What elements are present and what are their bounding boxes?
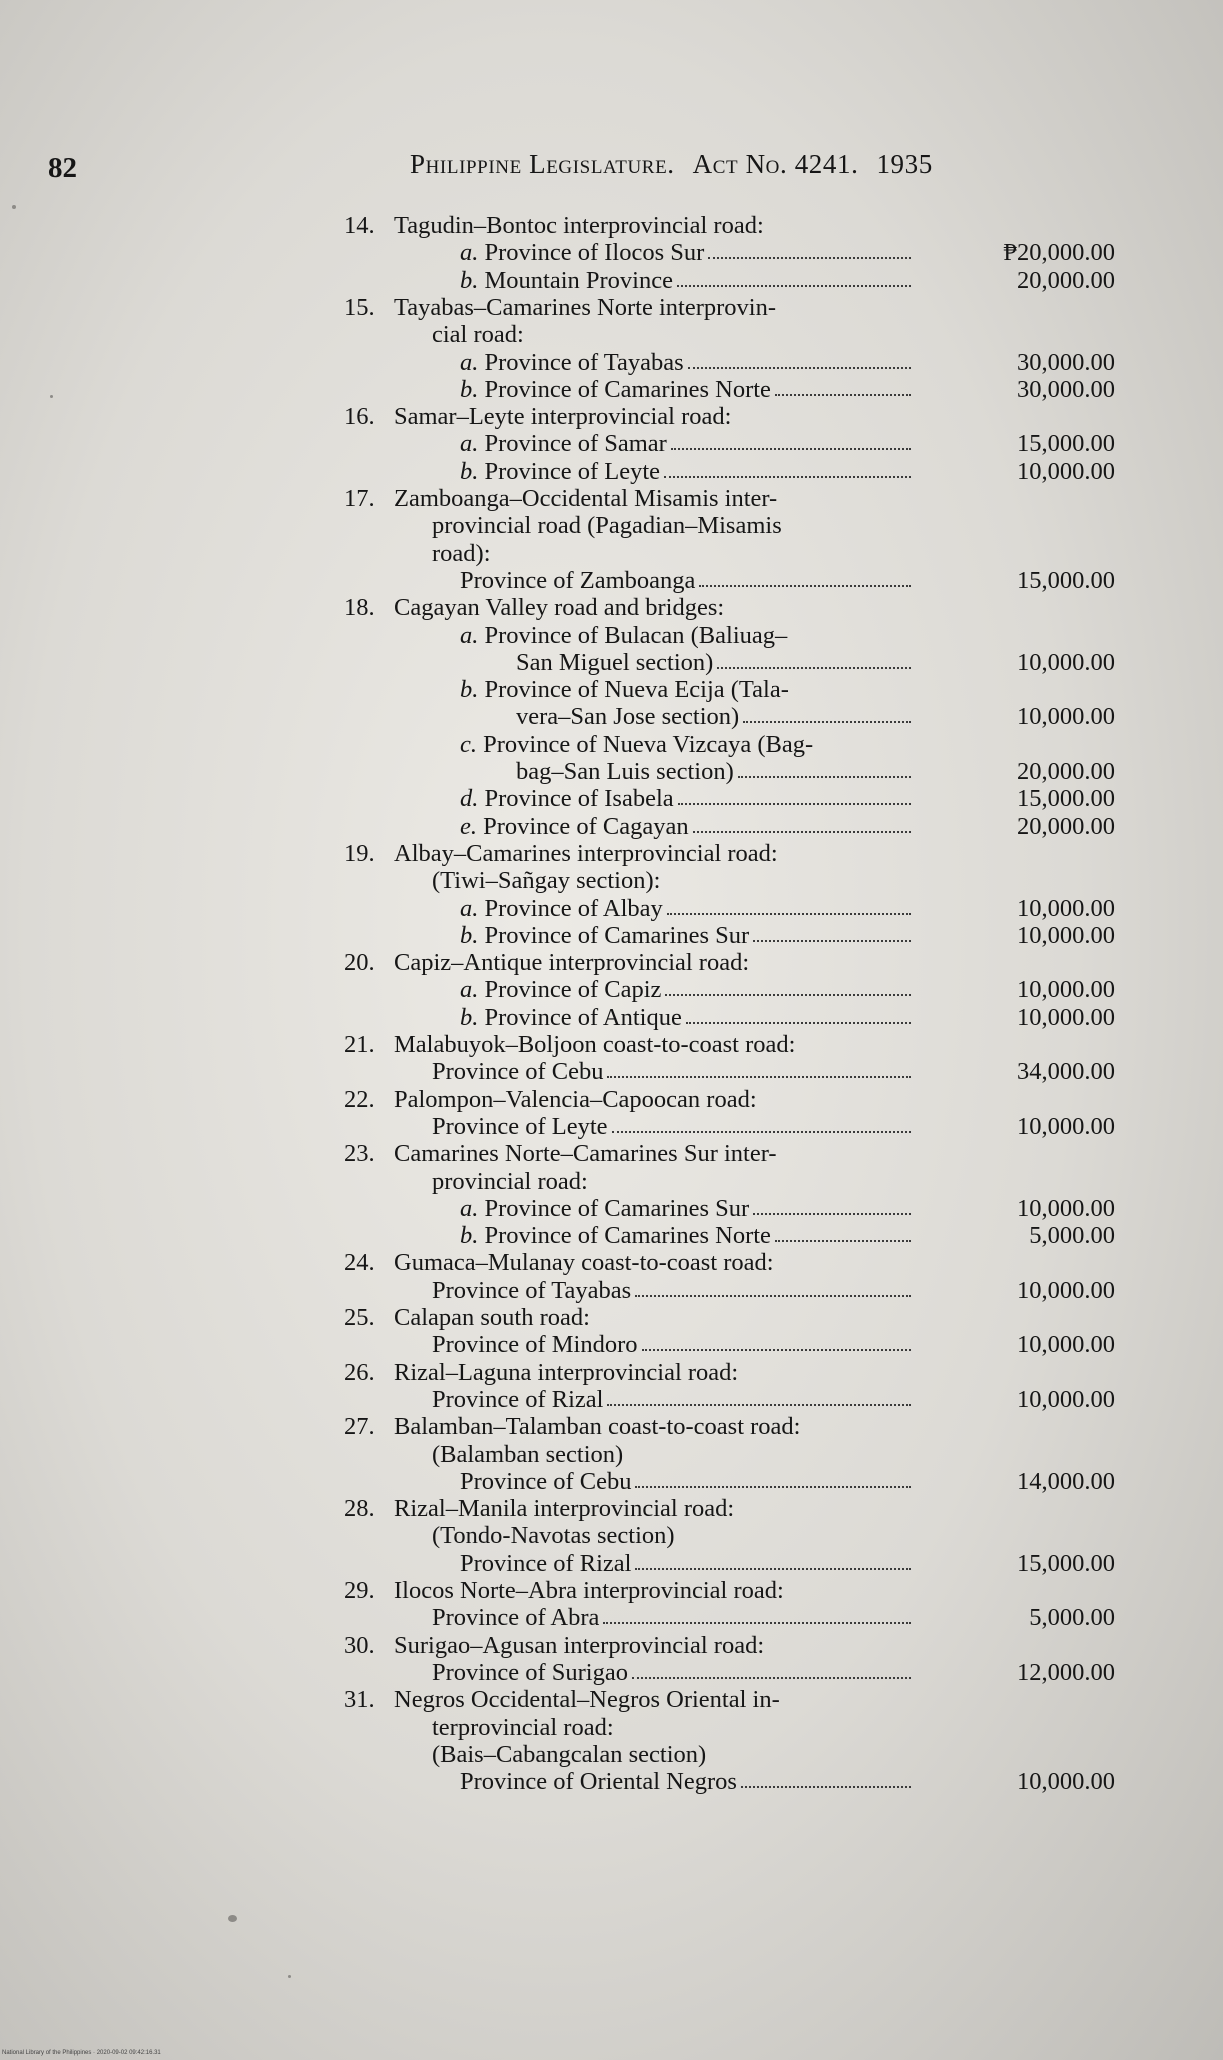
amount: 12,000.00 — [1017, 1659, 1115, 1686]
item-number: 23. — [344, 1140, 375, 1167]
dot-leader — [632, 1677, 911, 1679]
dot-leader — [603, 1622, 911, 1624]
item-heading — [344, 1249, 774, 1276]
item-number: 31. — [344, 1686, 375, 1713]
dot-leader — [635, 1295, 911, 1297]
amount: 10,000.00 — [1017, 703, 1115, 730]
continuation-line — [432, 1441, 623, 1468]
amount: 10,000.00 — [1017, 1195, 1115, 1222]
amount: 5,000.00 — [1029, 1222, 1115, 1249]
amount: 10,000.00 — [1017, 1386, 1115, 1413]
line-text: vera–San Jose section) — [516, 703, 740, 730]
dot-leader — [612, 1131, 911, 1133]
subitem-letter: a. — [460, 1195, 479, 1222]
item-title: Camarines Norte–Camarines Sur inter- — [394, 1140, 777, 1167]
amount: ₱20,000.00 — [1003, 239, 1115, 266]
line-text: Province of Nueva Ecija (Tala- — [484, 676, 789, 703]
line-text: Province of Bulacan (Baliuag– — [484, 622, 788, 649]
speck-mark — [228, 1915, 237, 1922]
amount: 10,000.00 — [1017, 1004, 1115, 1031]
province-line — [460, 1195, 913, 1222]
dot-leader — [699, 585, 911, 587]
line-text: Province of Antique — [484, 1004, 682, 1031]
province-line — [460, 1222, 913, 1249]
item-number: 18. — [344, 594, 375, 621]
line-text: Province of Surigao — [432, 1659, 628, 1686]
item-heading — [344, 1304, 590, 1331]
province-line — [460, 1768, 913, 1795]
item-title: Surigao–Agusan interprovincial road: — [394, 1632, 765, 1659]
item-title: Tayabas–Camarines Norte interprovin- — [394, 294, 776, 321]
amount: 10,000.00 — [1017, 1277, 1115, 1304]
province-line — [432, 1113, 913, 1140]
item-heading — [344, 1632, 764, 1659]
dot-leader — [775, 394, 911, 396]
line-text: Province of Cagayan — [483, 813, 689, 840]
line-text: Province of Leyte — [484, 458, 661, 485]
line-text: Province of Samar — [484, 430, 667, 457]
province-line — [460, 813, 913, 840]
subitem-letter: a. — [460, 430, 479, 457]
amount: 10,000.00 — [1017, 895, 1115, 922]
item-heading — [344, 1359, 738, 1386]
item-heading — [344, 1140, 777, 1167]
item-heading — [344, 485, 777, 512]
province-line — [460, 1468, 913, 1495]
province-line — [460, 1550, 913, 1577]
item-number: 21. — [344, 1031, 375, 1058]
line-text: Province of Mindoro — [432, 1331, 638, 1358]
line-text: Province of Nueva Vizcaya (Bag- — [483, 731, 814, 758]
continuation-line — [432, 1168, 588, 1195]
speck-mark — [12, 205, 16, 209]
item-heading — [344, 949, 749, 976]
item-heading — [344, 1495, 734, 1522]
line-text: Province of Albay — [484, 895, 663, 922]
item-number: 17. — [344, 485, 375, 512]
subitem-letter: a. — [460, 349, 479, 376]
running-head — [410, 149, 933, 180]
subitem-letter: b. — [460, 1222, 479, 1249]
subitem-letter: b. — [460, 267, 479, 294]
item-title: Albay–Camarines interprovincial road: — [394, 840, 778, 867]
subitem-letter: b. — [460, 922, 479, 949]
amount: 30,000.00 — [1017, 349, 1115, 376]
item-heading — [344, 840, 778, 867]
amount: 15,000.00 — [1017, 1550, 1115, 1577]
speck-mark — [50, 395, 53, 398]
province-line — [460, 567, 913, 594]
dot-leader — [708, 257, 911, 259]
item-title: Capiz–Antique interprovincial road: — [394, 949, 750, 976]
province-line — [460, 622, 787, 649]
item-heading — [344, 403, 731, 430]
item-title: Rizal–Laguna interprovincial road: — [394, 1359, 739, 1386]
province-line — [432, 1058, 913, 1085]
item-heading — [344, 212, 764, 239]
item-heading — [344, 1413, 800, 1440]
province-line — [460, 895, 913, 922]
dot-leader — [753, 940, 911, 942]
dot-leader — [642, 1349, 912, 1351]
continuation-line — [432, 512, 782, 539]
subitem-letter: d. — [460, 785, 479, 812]
province-line — [460, 731, 813, 758]
line-text: Province of Isabela — [484, 785, 674, 812]
continuation-line — [432, 1741, 706, 1768]
dot-leader — [693, 831, 911, 833]
dot-leader — [686, 1022, 911, 1024]
province-line-continued — [516, 703, 913, 730]
province-line-continued — [516, 758, 913, 785]
province-line — [432, 1659, 913, 1686]
dot-leader — [664, 476, 911, 478]
dot-leader — [741, 1786, 911, 1788]
subitem-letter: c. — [460, 731, 477, 758]
province-line — [432, 1604, 913, 1631]
subitem-letter: b. — [460, 676, 479, 703]
running-head-act: Act No. 4241. — [692, 149, 859, 179]
dot-leader — [607, 1076, 911, 1078]
amount: 20,000.00 — [1017, 267, 1115, 294]
amount: 20,000.00 — [1017, 758, 1115, 785]
subitem-letter: b. — [460, 1004, 479, 1031]
line-text: bag–San Luis section) — [516, 758, 734, 785]
item-number: 30. — [344, 1632, 375, 1659]
amount: 10,000.00 — [1017, 649, 1115, 676]
line-text: Province of Camarines Norte — [484, 376, 771, 403]
line-text: Province of Capiz — [484, 976, 662, 1003]
line-text: Province of Cebu — [432, 1058, 604, 1085]
line-text: Province of Zamboanga — [460, 567, 696, 594]
dot-leader — [677, 285, 911, 287]
province-line — [460, 349, 913, 376]
continuation-line — [432, 867, 660, 894]
line-text: provincial road (Pagadian–Misamis — [432, 512, 782, 539]
page-number: 82 — [48, 152, 77, 184]
item-number: 22. — [344, 1086, 375, 1113]
item-heading — [344, 1031, 795, 1058]
item-number: 29. — [344, 1577, 375, 1604]
continuation-line — [432, 1714, 614, 1741]
amount: 10,000.00 — [1017, 922, 1115, 949]
amount: 15,000.00 — [1017, 567, 1115, 594]
amount: 34,000.00 — [1017, 1058, 1115, 1085]
line-text: (Bais–Cabangcalan section) — [432, 1741, 707, 1768]
continuation-line — [432, 1522, 675, 1549]
dot-leader — [671, 448, 911, 450]
dot-leader — [665, 994, 911, 996]
item-title: Gumaca–Mulanay coast-to-coast road: — [394, 1249, 774, 1276]
item-heading — [344, 1086, 757, 1113]
line-text: Province of Camarines Norte — [484, 1222, 771, 1249]
item-number: 25. — [344, 1304, 375, 1331]
item-title: Ilocos Norte–Abra interprovincial road: — [394, 1577, 784, 1604]
line-text: Province of Oriental Negros — [460, 1768, 737, 1795]
dot-leader — [743, 721, 911, 723]
subitem-letter: a. — [460, 622, 479, 649]
province-line — [460, 785, 913, 812]
item-heading — [344, 1577, 784, 1604]
subitem-letter: b. — [460, 376, 479, 403]
item-number: 20. — [344, 949, 375, 976]
line-text: Province of Ilocos Sur — [484, 239, 705, 266]
province-line — [460, 267, 913, 294]
item-number: 24. — [344, 1249, 375, 1276]
amount: 14,000.00 — [1017, 1468, 1115, 1495]
dot-leader — [717, 667, 911, 669]
province-line — [460, 239, 913, 266]
dot-leader — [738, 776, 911, 778]
line-text: Mountain Province — [484, 267, 673, 294]
amount: 15,000.00 — [1017, 430, 1115, 457]
item-number: 19. — [344, 840, 375, 867]
dot-leader — [678, 803, 911, 805]
item-number: 28. — [344, 1495, 375, 1522]
continuation-line — [432, 540, 491, 567]
amount: 10,000.00 — [1017, 458, 1115, 485]
dot-leader — [607, 1404, 911, 1406]
amount: 10,000.00 — [1017, 976, 1115, 1003]
line-text: road): — [432, 540, 491, 567]
line-text: provincial road: — [432, 1168, 588, 1195]
province-line — [460, 376, 913, 403]
province-line — [460, 976, 913, 1003]
item-title: Rizal–Manila interprovincial road: — [394, 1495, 735, 1522]
amount: 20,000.00 — [1017, 813, 1115, 840]
line-text: San Miguel section) — [516, 649, 714, 676]
province-line — [432, 1386, 913, 1413]
subitem-letter: e. — [460, 813, 477, 840]
subitem-letter: a. — [460, 895, 479, 922]
province-line — [432, 1331, 913, 1358]
line-text: Province of Rizal — [432, 1386, 604, 1413]
line-text: Province of Camarines Sur — [484, 922, 750, 949]
line-text: (Tiwi–Sañgay section): — [432, 867, 661, 894]
province-line — [460, 922, 913, 949]
dot-leader — [688, 367, 911, 369]
province-line — [460, 458, 913, 485]
amount: 10,000.00 — [1017, 1768, 1115, 1795]
province-line — [460, 676, 789, 703]
line-text: Province of Cebu — [460, 1468, 632, 1495]
line-text: Province of Abra — [432, 1604, 600, 1631]
line-text: (Tondo-Navotas section) — [432, 1522, 675, 1549]
province-line-continued — [516, 649, 913, 676]
running-head-year: 1935 — [876, 149, 933, 179]
item-title: Negros Occidental–Negros Oriental in- — [394, 1686, 780, 1713]
line-text: Province of Tayabas — [484, 349, 684, 376]
item-number: 27. — [344, 1413, 375, 1440]
item-title: Samar–Leyte interprovincial road: — [394, 403, 732, 430]
item-number: 15. — [344, 294, 375, 321]
line-text: cial road: — [432, 321, 524, 348]
province-line — [460, 1004, 913, 1031]
speck-mark — [288, 1975, 291, 1978]
amount: 10,000.00 — [1017, 1331, 1115, 1358]
subitem-letter: a. — [460, 239, 479, 266]
province-line — [432, 1277, 913, 1304]
item-number: 16. — [344, 403, 375, 430]
line-text: Province of Camarines Sur — [484, 1195, 750, 1222]
item-title: Malabuyok–Boljoon coast-to-coast road: — [394, 1031, 796, 1058]
line-text: Province of Rizal — [460, 1550, 632, 1577]
item-heading — [344, 294, 776, 321]
subitem-letter: a. — [460, 976, 479, 1003]
amount: 30,000.00 — [1017, 376, 1115, 403]
amount: 15,000.00 — [1017, 785, 1115, 812]
item-title: Palompon–Valencia–Capoocan road: — [394, 1086, 757, 1113]
amount: 5,000.00 — [1029, 1604, 1115, 1631]
dot-leader — [635, 1568, 911, 1570]
item-heading — [344, 1686, 780, 1713]
line-text: Province of Leyte — [432, 1113, 608, 1140]
item-title: Tagudin–Bontoc interprovincial road: — [394, 212, 764, 239]
continuation-line — [432, 321, 524, 348]
line-text: (Balamban section) — [432, 1441, 624, 1468]
line-text: terprovincial road: — [432, 1714, 614, 1741]
subitem-letter: b. — [460, 458, 479, 485]
item-title: Zamboanga–Occidental Misamis inter- — [394, 485, 778, 512]
item-number: 14. — [344, 212, 375, 239]
line-text: Province of Tayabas — [432, 1277, 632, 1304]
item-title: Balamban–Talamban coast-to-coast road: — [394, 1413, 801, 1440]
dot-leader — [635, 1486, 911, 1488]
dot-leader — [753, 1213, 911, 1215]
item-title: Calapan south road: — [394, 1304, 590, 1331]
item-heading — [344, 594, 724, 621]
item-title: Cagayan Valley road and bridges: — [394, 594, 725, 621]
dot-leader — [667, 913, 911, 915]
dot-leader — [775, 1240, 911, 1242]
item-number: 26. — [344, 1359, 375, 1386]
running-head-title: Philippine Legislature. — [410, 149, 675, 179]
province-line — [460, 430, 913, 457]
amount: 10,000.00 — [1017, 1113, 1115, 1140]
scan-footer: National Library of the Philippines · 2020-09-02 09:42:16.31 — [2, 2050, 161, 2056]
